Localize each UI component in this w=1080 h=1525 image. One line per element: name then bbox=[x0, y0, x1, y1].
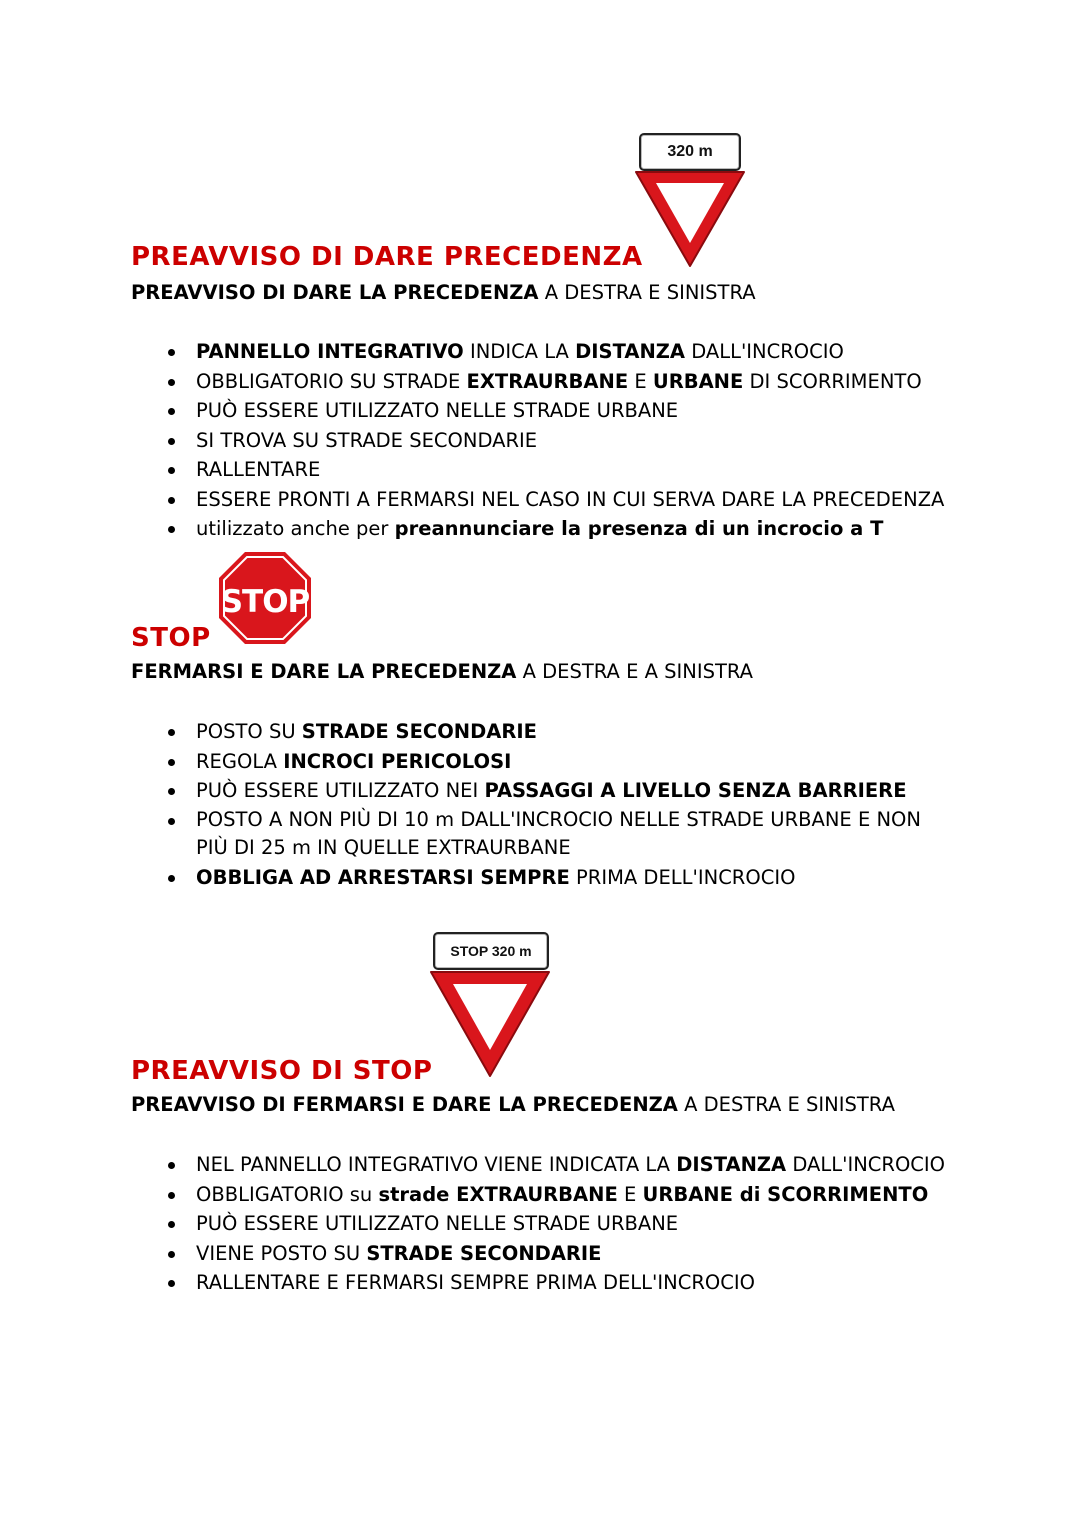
list-item: ESSERE PRONTI A FERMARSI NEL CASO IN CUI SERVA DARE LA PRECEDENZA bbox=[160, 485, 960, 515]
section-subtitle: PREAVVISO DI DARE LA PRECEDENZA A DESTRA E SINISTRA bbox=[131, 281, 756, 304]
list-item: REGOLA INCROCI PERICOLOSI bbox=[160, 747, 960, 777]
list-item: OBBLIGATORIO SU STRADE EXTRAURBANE E URBANE DI SCORRIMENTO bbox=[160, 367, 960, 397]
list-item: PANNELLO INTEGRATIVO INDICA LA DISTANZA DALL'INCROCIO bbox=[160, 337, 960, 367]
bullet-list bbox=[160, 717, 960, 892]
list-item: NEL PANNELLO INTEGRATIVO VIENE INDICATA LA DISTANZA DALL'INCROCIO bbox=[160, 1150, 960, 1180]
section-heading-give-way-preview: PREAVVISO DI DARE PRECEDENZA bbox=[131, 242, 643, 272]
give-way-sign-icon bbox=[632, 168, 748, 270]
list-item: VIENE POSTO SU STRADE SECONDARIE bbox=[160, 1239, 960, 1269]
list-item: OBBLIGATORIO su strade EXTRAURBANE E URBANE di SCORRIMENTO bbox=[160, 1180, 960, 1210]
distance-panel-text: 320 m bbox=[667, 143, 713, 160]
bullet-list bbox=[160, 337, 960, 544]
bullet-list bbox=[160, 1150, 960, 1298]
list-item: OBBLIGA AD ARRESTARSI SEMPRE PRIMA DELL'INCROCIO bbox=[160, 863, 960, 893]
list-item: RALLENTARE E FERMARSI SEMPRE PRIMA DELL'INCROCIO bbox=[160, 1268, 960, 1298]
give-way-sign-icon bbox=[427, 968, 553, 1080]
list-item: utilizzato anche per preannunciare la presenza di un incrocio a T bbox=[160, 514, 960, 544]
distance-panel-sign bbox=[639, 133, 741, 171]
section-subtitle: FERMARSI E DARE LA PRECEDENZA A DESTRA E A SINISTRA bbox=[131, 660, 753, 683]
section-heading-stop-preview: PREAVVISO DI STOP bbox=[131, 1056, 433, 1086]
distance-panel-text: STOP 320 m bbox=[450, 943, 532, 959]
distance-panel-sign bbox=[433, 932, 549, 970]
section-subtitle: PREAVVISO DI FERMARSI E DARE LA PRECEDENZA A DESTRA E SINISTRA bbox=[131, 1093, 895, 1116]
list-item: POSTO SU STRADE SECONDARIE bbox=[160, 717, 960, 747]
list-item: PUÒ ESSERE UTILIZZATO NELLE STRADE URBANE bbox=[160, 396, 960, 426]
list-item: PUÒ ESSERE UTILIZZATO NEI PASSAGGI A LIVELLO SENZA BARRIERE bbox=[160, 776, 960, 806]
list-item: SI TROVA SU STRADE SECONDARIE bbox=[160, 426, 960, 456]
list-item: POSTO A NON PIÙ DI 10 m DALL'INCROCIO NELLE STRADE URBANE E NON PIÙ DI 25 m IN QUELLE EXTRAURBANE bbox=[160, 806, 956, 863]
section-heading-stop: STOP bbox=[131, 623, 211, 653]
list-item: PUÒ ESSERE UTILIZZATO NELLE STRADE URBANE bbox=[160, 1209, 960, 1239]
stop-sign-text: STOP bbox=[220, 584, 310, 620]
list-item: RALLENTARE bbox=[160, 455, 960, 485]
stop-sign-icon bbox=[217, 550, 313, 646]
